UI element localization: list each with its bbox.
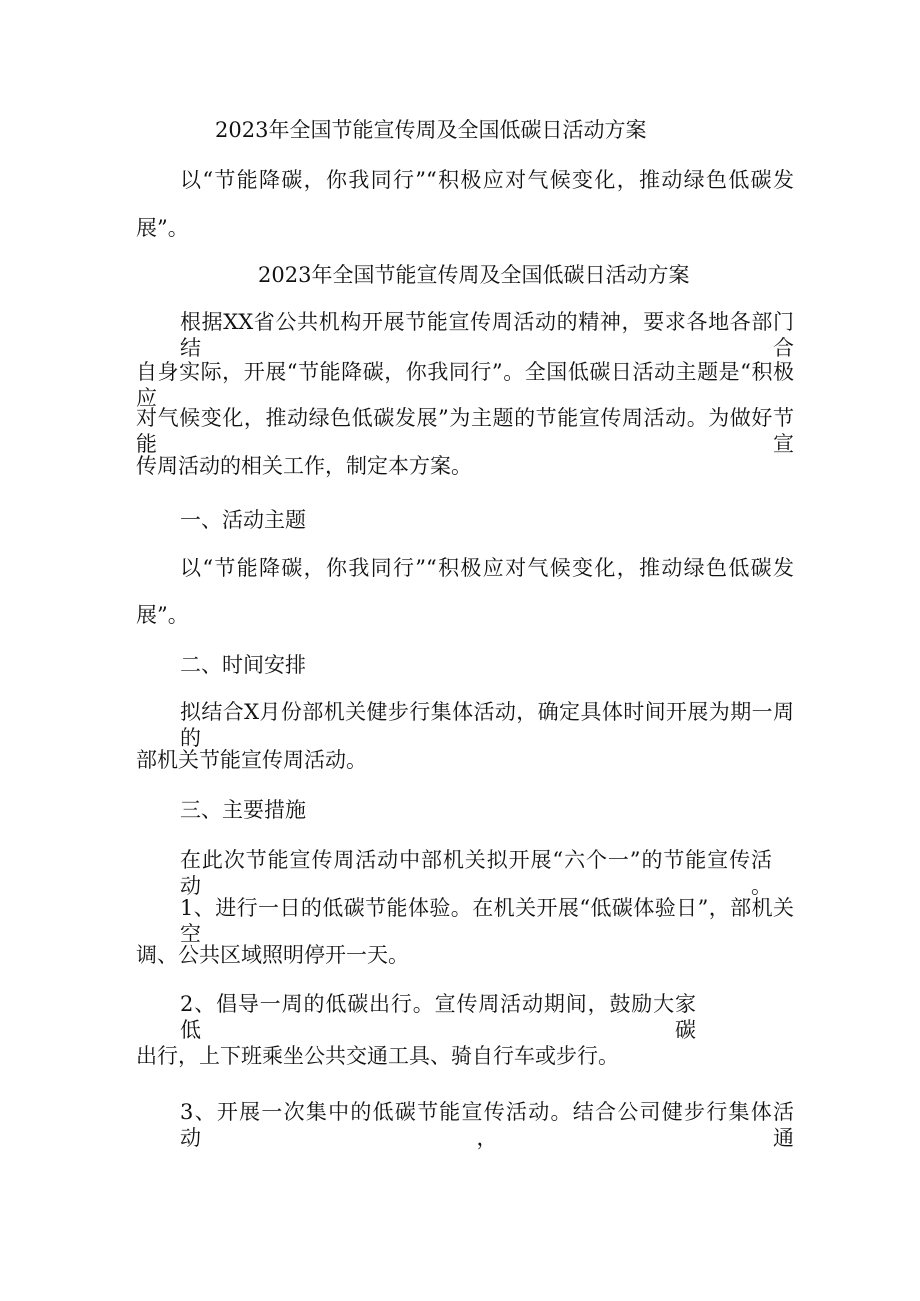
section-heading: 二、时间安排 xyxy=(180,653,306,677)
paragraph-line: 部机关节能宣传周活动。 xyxy=(136,748,367,772)
document-title: 2023年全国节能宣传周及全国低碳日活动方案 xyxy=(215,118,647,142)
paragraph-line: 自身实际，开展“节能降碳，你我同行”。全国低碳日活动主题是“积极应 xyxy=(136,360,794,410)
paragraph-line: 出行，上下班乘坐公共交通工具、骑自行车或步行。 xyxy=(136,1044,619,1068)
section-heading: 一、活动主题 xyxy=(180,508,306,532)
paragraph-line: 3、开展一次集中的低碳节能宣传活动。结合公司健步行集体活动，通 xyxy=(180,1100,794,1150)
paragraph-line: 展”。 xyxy=(136,603,189,627)
paragraph-line: 以“节能降碳，你我同行”“积极应对气候变化，推动绿色低碳发 xyxy=(180,168,794,192)
document-subtitle: 2023年全国节能宣传周及全国低碳日活动方案 xyxy=(258,263,690,287)
paragraph-line: 对气候变化，推动绿色低碳发展”为主题的节能宣传周活动。为做好节能宣 xyxy=(136,406,794,456)
paragraph-line: 在此次节能宣传周活动中部机关拟开展“六个一”的节能宣传活动。 xyxy=(180,848,772,898)
paragraph-line: 根据XX省公共机构开展节能宣传周活动的精神，要求各地各部门结合 xyxy=(180,310,794,360)
paragraph-line: 传周活动的相关工作，制定本方案。 xyxy=(136,454,472,478)
paragraph-line: 调、公共区域照明停开一天。 xyxy=(136,943,409,967)
section-heading: 三、主要措施 xyxy=(180,798,306,822)
paragraph-line: 以“节能降碳，你我同行”“积极应对气候变化，推动绿色低碳发 xyxy=(180,556,794,580)
paragraph-line: 1、进行一日的低碳节能体验。在机关开展“低碳体验日”，部机关空 xyxy=(180,896,794,946)
paragraph-line: 2、倡导一周的低碳出行。宣传周活动期间，鼓励大家低碳 xyxy=(180,992,696,1042)
paragraph-line: 拟结合X月份部机关健步行集体活动，确定具体时间开展为期一周的 xyxy=(180,700,794,750)
paragraph-line: 展”。 xyxy=(136,216,189,240)
